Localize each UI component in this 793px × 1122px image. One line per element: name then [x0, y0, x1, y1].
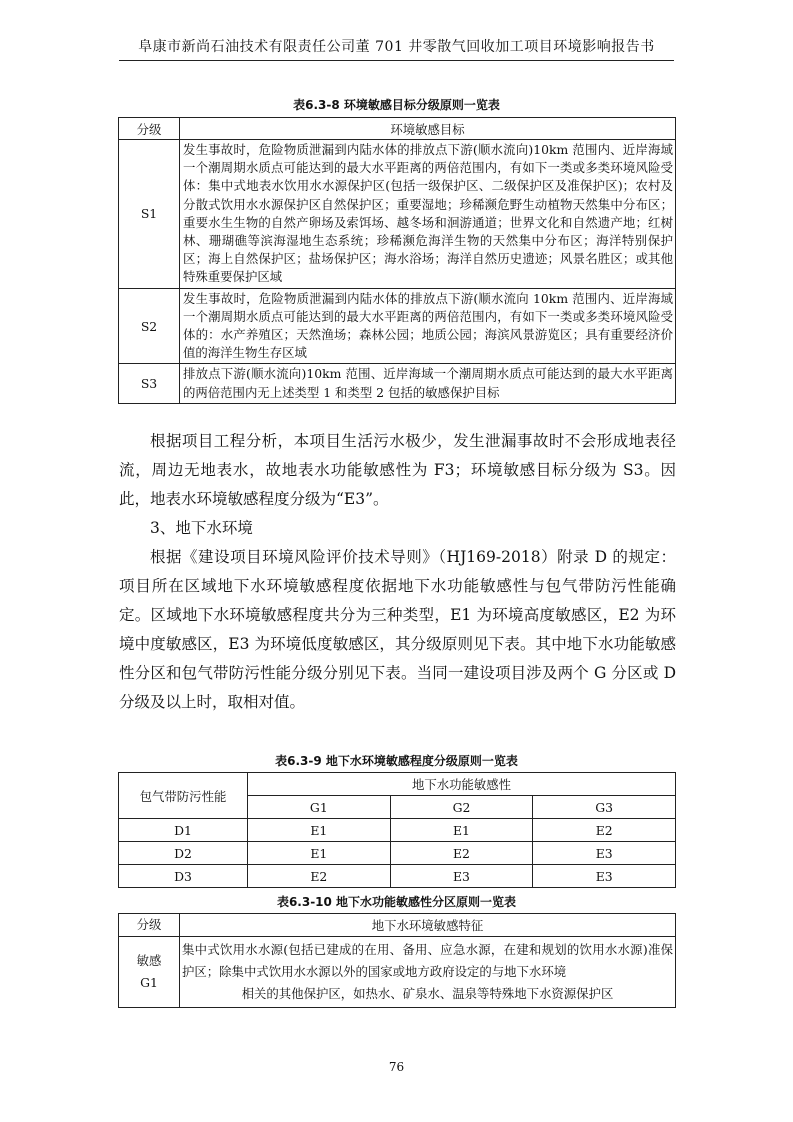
column-header-feature: 地下水环境敏感特征: [180, 914, 676, 937]
column-header: G3: [533, 796, 676, 819]
description-cell: [180, 937, 676, 1008]
table-row: [119, 937, 676, 1008]
table-cell: E3: [390, 865, 533, 888]
description-line: 相关的其他保护区，如热水、矿泉水、温泉等特殊地下水资源保护区: [241, 986, 614, 1001]
page-number: 76: [388, 1060, 405, 1074]
row-label: D3: [119, 865, 248, 888]
table-cell: E2: [390, 842, 533, 865]
header-rule: [119, 60, 674, 61]
groundwater-function-table: [118, 913, 676, 1008]
description-cell: 发生事故时，危险物质泄漏到内陆水体的排放点下游(顺水流向 10km 范围内、近岸海域一个潮周期水质点可能达到的最大水平距离的两倍范围内，有如下一类或多类环境风险受体的：水产养殖区；天然渔场；森林公园；地质公园；海滨风景游览区；具有重要经济价值的海洋生物生存区域: [180, 288, 676, 364]
column-header-target: 环境敏感目标: [180, 118, 676, 140]
table-header-row: [119, 118, 676, 140]
level-label: 敏感: [136, 953, 162, 968]
column-header: G1: [248, 796, 391, 819]
table-cell: E3: [533, 842, 676, 865]
level-cell: [119, 937, 180, 1008]
description-line: 集中式饮用水水源(包括已建成的在用、备用、应急水源，在建和规划的饮用水水源)准保护区；除集中式饮用水水源以外的国家或地方政府设定的与地下水环境: [182, 942, 673, 979]
table-row: [119, 364, 676, 403]
sensitive-target-table: [118, 117, 676, 404]
row-label: D1: [119, 819, 248, 842]
table-row: [119, 819, 676, 842]
section-heading: 3、地下水环境: [150, 519, 253, 537]
group-header: 地下水功能敏感性: [248, 773, 676, 796]
row-header: 包气带防污性能: [119, 773, 248, 819]
description-cell: 排放点下游(顺水流向)10km 范围、近岸海域一个潮周期水质点可能达到的最大水平距离的两倍范围内无上述类型 1 和类型 2 包括的敏感保护目标: [180, 364, 676, 403]
row-label: D2: [119, 842, 248, 865]
table2-caption: 表6.3-9 地下水环境敏感程度分级原则一览表: [275, 754, 518, 768]
description-cell: 发生事故时，危险物质泄漏到内陆水体的排放点下游(顺水流向)10km 范围内、近岸海域一个潮周期水质点可能达到的最大水平距离的两倍范围内，有如下一类或多类环境风险受体：集中式地表水饮用水水源保护区(包括一级保护区、二级保护区及准保护区)；农村及分散式饮用水水源保护区自然保护区；重要湿地；珍稀濒危野生动植物天然集中分布区；重要水生生物的自然产卵场及索饵场、越冬场和洄游通道；世界文化和自然遗产地；红树林、珊瑚礁等滨海湿地生态系统；珍稀濒危海洋生物的天然集中分布区；海洋特别保护区；海上自然保护区；盐场保护区；海水浴场；海洋自然历史遗迹；风景名胜区；或其他特殊重要保护区域: [180, 140, 676, 289]
column-header: G2: [390, 796, 533, 819]
column-header-level: 分级: [119, 914, 180, 937]
table-cell: E1: [248, 842, 391, 865]
table3-caption: 表6.3-10 地下水功能敏感性分区原则一览表: [276, 895, 517, 909]
table-header-row: [119, 773, 676, 796]
column-header-level: 分级: [119, 118, 180, 140]
table-row: [119, 140, 676, 289]
table-cell: E2: [533, 819, 676, 842]
table-cell: E1: [248, 819, 391, 842]
table1-caption: 表6.3-8 环境敏感目标分级原则一览表: [293, 98, 500, 112]
table-cell: E3: [533, 865, 676, 888]
level-code: G1: [140, 975, 158, 990]
groundwater-sensitivity-table: [118, 772, 676, 888]
level-cell: S2: [119, 288, 180, 364]
paragraph: 根据《建设项目环境风险评价技术导则》（HJ169-2018）附录 D 的规定：项目所在区域地下水环境敏感程度依据地下水功能敏感性与包气带防污性能确定。区域地下水环境敏感程度共分为三种类型，E1 为环境高度敏感区，E2 为环境中度敏感区，E3 为环境低度敏感区，其分级原则见下表。其中地下水功能敏感性分区和包气带防污性能分级分别见下表。当同一建设项目涉及两个 G 分区或 D 分级及以上时，取相对值。: [119, 548, 676, 711]
body-text: [119, 427, 676, 717]
table-cell: E1: [390, 819, 533, 842]
paragraph: 根据项目工程分析，本项目生活污水极少，发生泄漏事故时不会形成地表径流，周边无地表水，故地表水功能敏感性为 F3；环境敏感目标分级为 S3。因此，地表水环境敏感程度分级为“E3”。: [119, 432, 676, 508]
level-cell: S1: [119, 140, 180, 289]
table-row: [119, 865, 676, 888]
table-row: [119, 288, 676, 364]
page-header: 阜康市新尚石油技术有限责任公司董 701 井零散气回收加工项目环境影响报告书: [138, 39, 655, 55]
level-cell: S3: [119, 364, 180, 403]
table-row: [119, 842, 676, 865]
table-cell: E2: [248, 865, 391, 888]
table-header-row: [119, 914, 676, 937]
